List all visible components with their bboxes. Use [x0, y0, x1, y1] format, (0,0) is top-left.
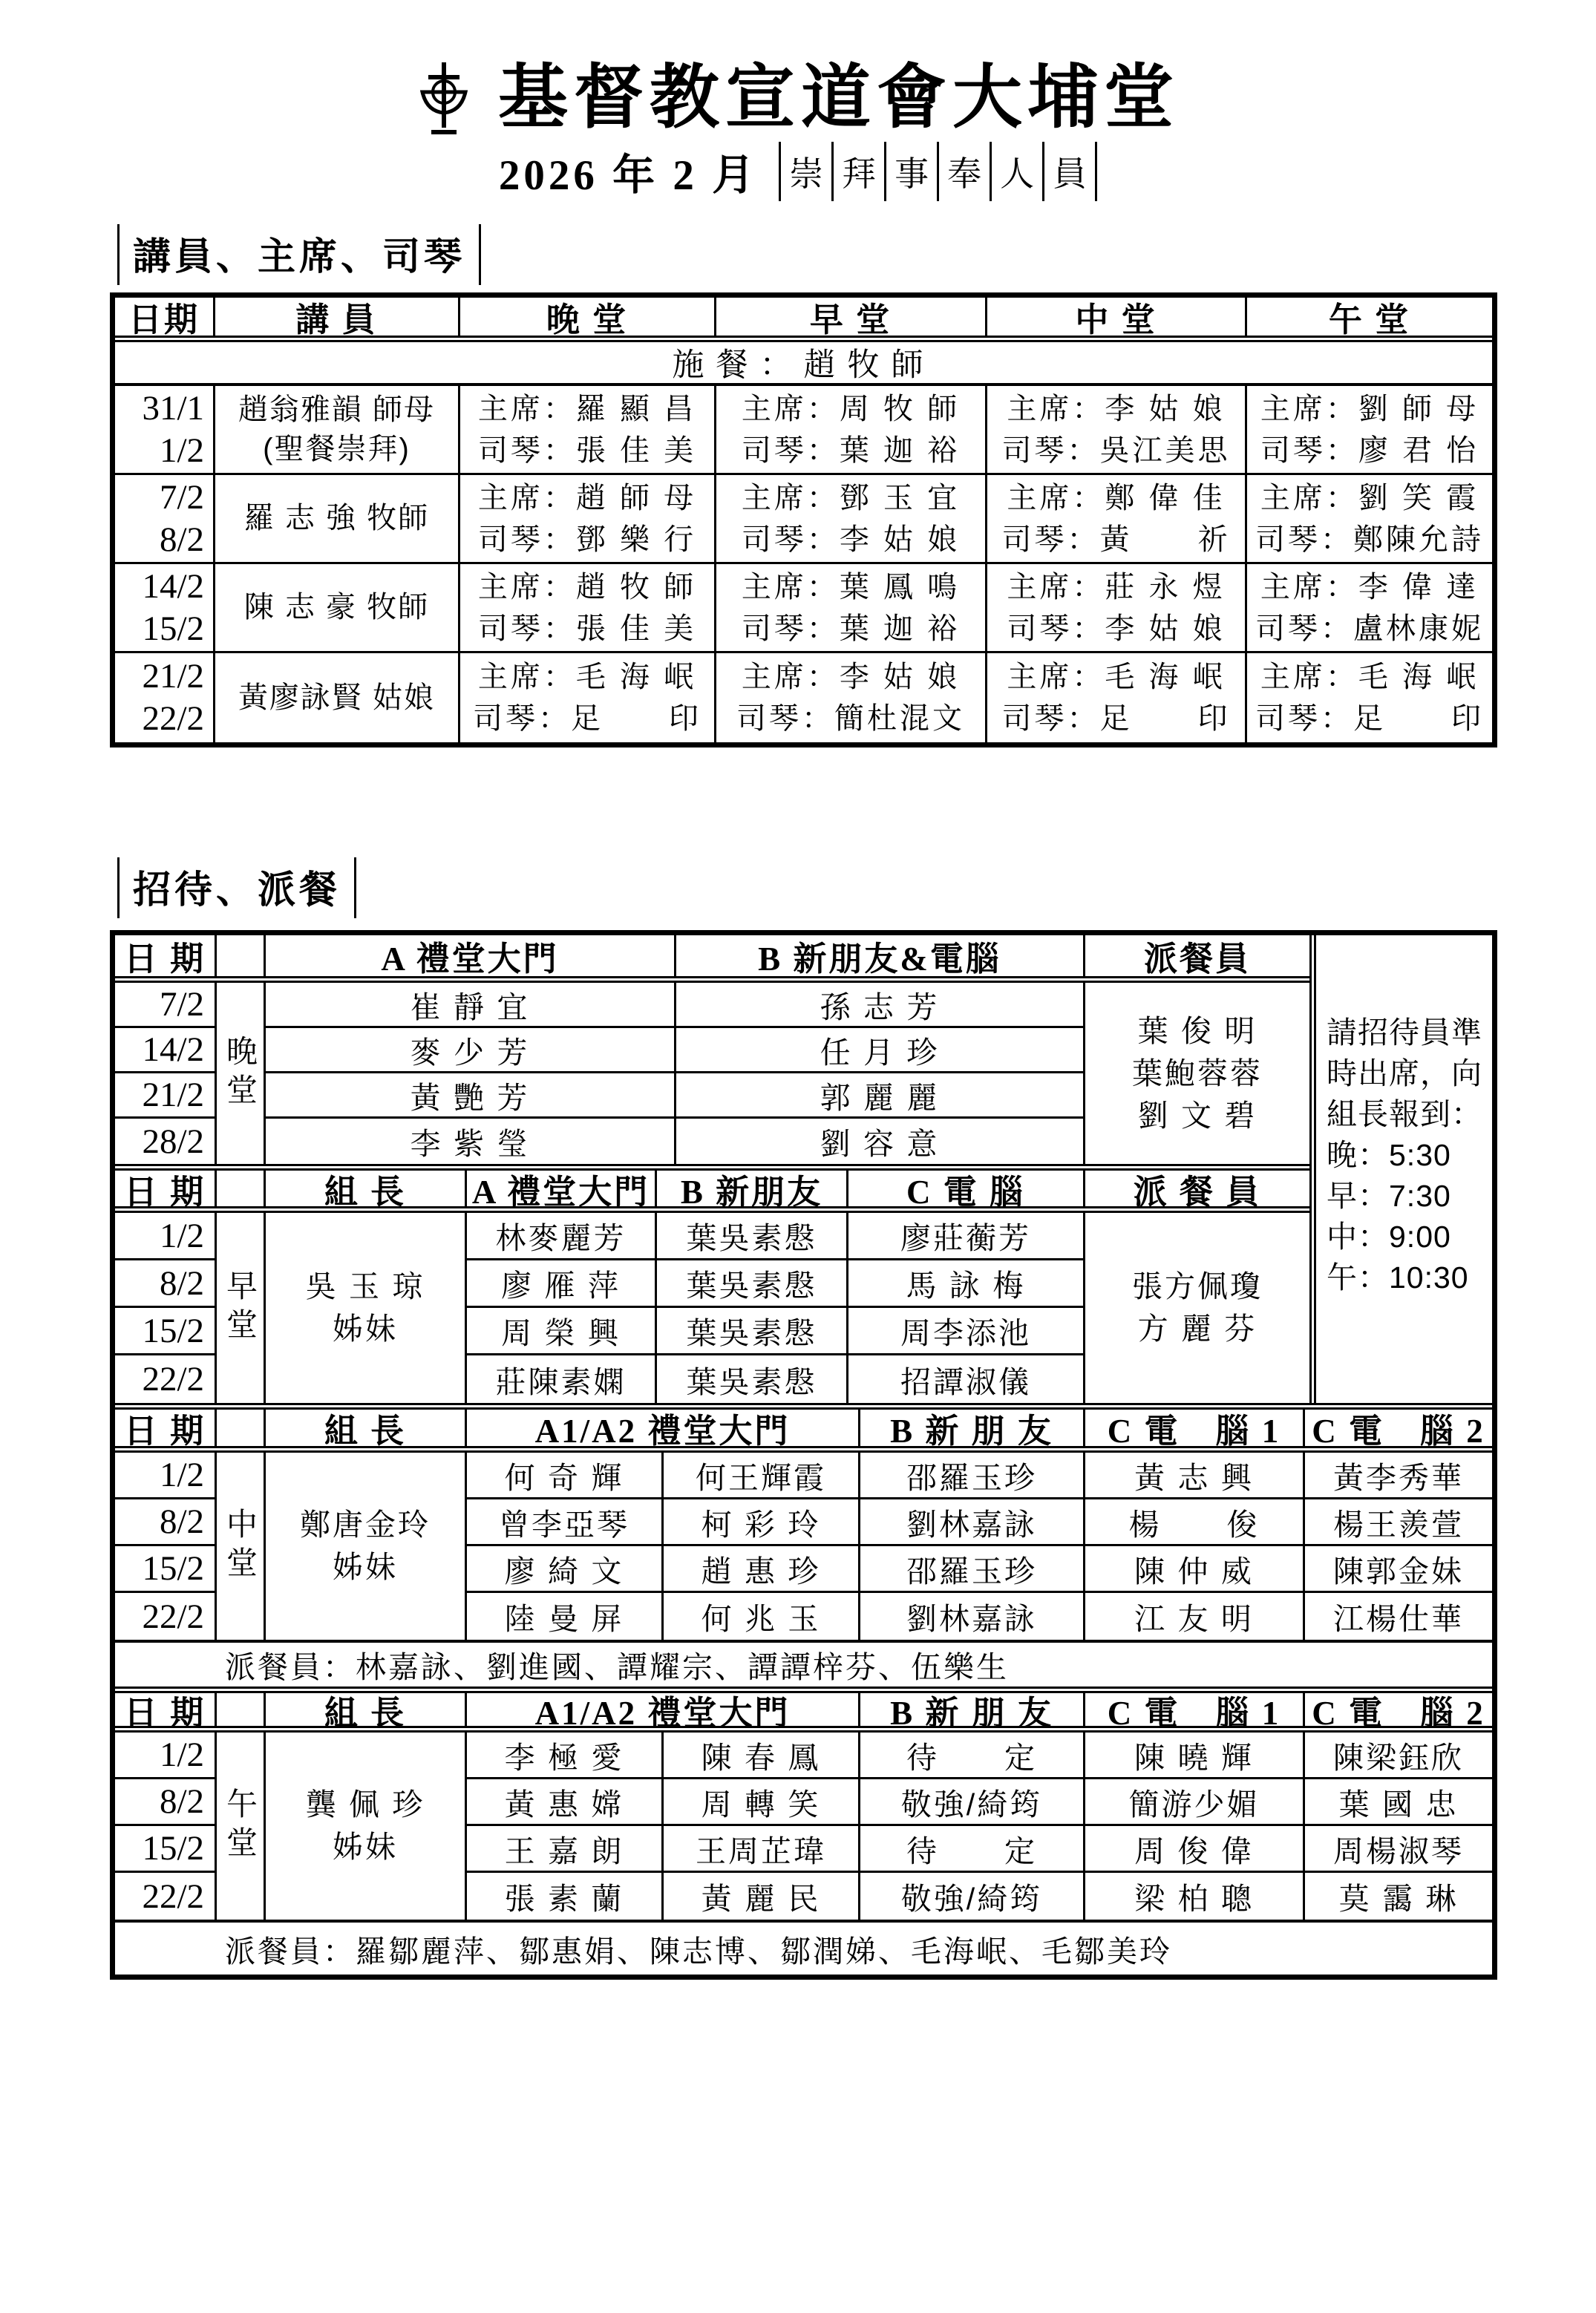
- header-cell: C 電 腦: [848, 1171, 1085, 1206]
- header-cell: [217, 1171, 266, 1206]
- leader-cell: 鄭唐金玲 姊妹: [266, 1453, 467, 1640]
- motto-char: 人: [1000, 155, 1035, 193]
- header-cell: 中 堂: [987, 298, 1247, 336]
- ushers-table: [110, 930, 1497, 1980]
- header-cell: 早 堂: [716, 298, 987, 336]
- header-cell: C 電 腦 2: [1312, 1413, 1485, 1450]
- speakers-table: [110, 292, 1497, 747]
- usher-column-b: 邵羅玉珍 劉林嘉詠 邵羅玉珍 劉林嘉詠: [860, 1453, 1085, 1640]
- midday-block: [115, 1453, 1492, 1640]
- header-cell: 派 餐 員: [1133, 1173, 1262, 1211]
- dates-column: 1/2 8/2 15/2 22/2: [115, 1733, 217, 1920]
- motto-char: 員: [1053, 155, 1088, 193]
- header-cell: C 電 腦 1: [1085, 1410, 1305, 1446]
- worship-date: 2026 年 2 月: [498, 152, 759, 199]
- service-cell: 主席：李 偉 達 司琴：盧林康妮: [1255, 570, 1484, 645]
- date-cell: 21/2 22/2: [115, 653, 215, 742]
- header-cell: B 新 朋 友: [860, 1410, 1085, 1446]
- header-cell: C 電 腦 2: [1312, 1694, 1485, 1732]
- usher-column-c1: 黃 志 興 楊 俊 陳 仲 威 江 友 明: [1085, 1453, 1305, 1640]
- meal-server-cell: 張方佩瓊 方 麗 芬: [1132, 1269, 1263, 1346]
- header-cell: 組 長: [266, 1171, 467, 1206]
- speaker-cell: 趙翁雅韻 師母 (聖餐崇拜): [215, 386, 460, 473]
- header-cell: B 新 朋 友: [860, 1693, 1085, 1726]
- header-cell: 日 期: [115, 1410, 217, 1446]
- usher-column-b: 待 定 敬強/綺筠 待 定 敬強/綺筠: [860, 1733, 1085, 1920]
- meal-servers-footer: 派餐員：羅鄒麗萍、鄒惠娟、陳志博、鄒潤娣、毛海岷、毛鄒美玲: [115, 1920, 1492, 1975]
- section-heading-speakers: 講員、主席、司琴: [117, 224, 1596, 285]
- header-cell: 組 長: [266, 1410, 467, 1446]
- date-cell: 14/2 15/2: [115, 564, 215, 651]
- motto-char: 事: [895, 155, 929, 193]
- header-cell: 組 長: [266, 1693, 467, 1726]
- service-cell: 主席：劉 師 母 司琴：廖 君 怡: [1260, 392, 1479, 467]
- header-cell: A1/A2 禮堂大門: [467, 1410, 860, 1446]
- service-cell: 主席：莊 永 煜 司琴：李 姑 娘: [987, 564, 1247, 651]
- service-cell: 主席：李 姑 娘 司琴：吳江美思: [987, 386, 1247, 473]
- dates-column: 1/2 8/2 15/2 22/2: [115, 1213, 217, 1403]
- usher-column-b: 孫 志 芳 任 月 珍 郭 麗 麗 劉 容 意: [676, 983, 1085, 1164]
- usher-column-a1: 何 奇 輝 曾李亞琴 廖 綺 文 陸 曼 屏: [467, 1453, 664, 1640]
- evening-block: [115, 983, 1309, 1164]
- table-header-row: [115, 298, 1492, 342]
- header-cell: 晚 堂: [460, 298, 716, 336]
- usher-notice: 請招待員準 時出席，向 組長報到： 晚：5:30 早：7:30 中：9:00 午：10:30: [1309, 935, 1492, 1403]
- header-cell: 午 堂: [1328, 301, 1411, 338]
- noon-block: [115, 1733, 1492, 1920]
- page-title: 基督教宣道會大埔堂: [497, 59, 1180, 137]
- service-cell: 主席：劉 笑 霞 司琴：鄭陳允詩: [1255, 481, 1484, 556]
- morning-block: [115, 1213, 1309, 1403]
- report-time: 午：10:30: [1327, 1260, 1469, 1295]
- usher-column-b: 葉吳素慇 葉吳素慇 葉吳素慇 葉吳素慇: [657, 1213, 848, 1403]
- service-cell: 主席：羅 顯 昌 司琴：張 佳 美: [460, 386, 716, 473]
- usher-column-a1: 李 極 愛 黃 惠 嫦 王 嘉 朗 張 素 蘭: [467, 1733, 664, 1920]
- table-header-row: [115, 935, 1309, 983]
- service-label: 早堂: [217, 1213, 266, 1403]
- table-header-row: [115, 1403, 1492, 1453]
- meal-servers-footer: 派餐員：林嘉詠、劉進國、譚耀宗、譚譚梓芬、伍樂生: [115, 1640, 1492, 1687]
- document-header: [0, 59, 1596, 137]
- header-cell: 日 期: [115, 935, 217, 976]
- motto: [779, 142, 1097, 201]
- header-cell: [217, 1693, 266, 1726]
- leader-cell: 龔 佩 珍 姊妹: [266, 1733, 467, 1920]
- usher-column-a2: 陳 春 鳳 周 轉 笑 王周芷瑋 黃 麗 民: [664, 1733, 860, 1920]
- usher-column-a: 林麥麗芳 廖 雁 萍 周 榮 興 莊陳素嫻: [467, 1213, 657, 1403]
- header-cell: A 禮堂大門: [266, 935, 676, 976]
- speaker-cell: 羅 志 強 牧師: [215, 475, 460, 562]
- header-cell: 日 期: [115, 1171, 217, 1206]
- subtitle: [0, 141, 1596, 202]
- report-time: 中：9:00: [1327, 1220, 1451, 1254]
- usher-column-a: 崔 靜 宜 麥 少 芳 黃 艷 芳 李 紫 瑩: [266, 983, 676, 1164]
- service-cell: 主席：趙 牧 師 司琴：張 佳 美: [460, 564, 716, 651]
- table-header-row: [115, 1164, 1309, 1213]
- usher-column-c1: 陳 曉 輝 簡游少媚 周 俊 偉 梁 柏 聰: [1085, 1733, 1305, 1920]
- leader-cell: 吳 玉 琼 姊妹: [266, 1213, 467, 1403]
- cross-chalice-logo-icon: [416, 59, 471, 137]
- header-cell: A 禮堂大門: [467, 1171, 657, 1206]
- motto-char: 拜: [842, 155, 877, 193]
- service-cell: 主席：毛 海 岷 司琴：足 印: [987, 653, 1247, 742]
- service-label: 晚堂: [217, 983, 266, 1164]
- header-cell: A1/A2 禮堂大門: [467, 1693, 860, 1726]
- service-cell: 主席：毛 海 岷 司琴：足 印: [460, 653, 716, 742]
- header-cell: 日 期: [115, 1693, 217, 1726]
- section-heading-ushers: 招待、派餐: [117, 857, 1596, 918]
- motto-char: 奉: [947, 155, 982, 193]
- service-cell: 主席：周 牧 師 司琴：葉 迦 裕: [716, 386, 987, 473]
- table-row: [115, 653, 1492, 742]
- date-cell: 7/2 8/2: [115, 475, 215, 562]
- service-cell: 主席：葉 鳳 鳴 司琴：葉 迦 裕: [716, 564, 987, 651]
- speaker-cell: 陳 志 豪 牧師: [215, 564, 460, 651]
- table-row: [115, 475, 1492, 564]
- header-cell: B 新朋友&電腦: [676, 935, 1085, 976]
- service-cell: 主席：毛 海 岷 司琴：足 印: [1255, 661, 1484, 735]
- header-cell: [217, 1410, 266, 1446]
- service-cell: 主席：鄧 玉 宜 司琴：李 姑 娘: [716, 475, 987, 562]
- service-cell: 主席：趙 師 母 司琴：鄧 樂 行: [460, 475, 716, 562]
- header-cell: B 新朋友: [657, 1171, 848, 1206]
- usher-column-c2: 陳梁鈺欣 葉 國 忠 周楊淑琴 莫 靄 琳: [1305, 1733, 1492, 1920]
- header-cell: [217, 935, 266, 976]
- header-cell: 日期: [115, 298, 215, 336]
- header-cell: 派餐員: [1143, 940, 1251, 978]
- table-row: [115, 386, 1492, 475]
- dates-column: 1/2 8/2 15/2 22/2: [115, 1453, 217, 1640]
- date-cell: 31/1 1/2: [115, 386, 215, 473]
- meal-server-cell: 葉 俊 明 葉鮑蓉蓉 劉 文 碧: [1132, 1013, 1263, 1133]
- speaker-cell: 黃廖詠賢 姑娘: [215, 653, 460, 742]
- table-header-row: [115, 1687, 1492, 1733]
- service-label: 午堂: [217, 1733, 266, 1920]
- report-time: 晚：5:30: [1327, 1138, 1451, 1172]
- divider: [1095, 142, 1097, 201]
- usher-column-a2: 何王輝霞 柯 彩 玲 趙 惠 珍 何 兆 玉: [664, 1453, 860, 1640]
- table-row: [115, 564, 1492, 653]
- service-cell: 主席：鄭 偉 佳 司琴：黃 祈: [987, 475, 1247, 562]
- header-cell: C 電 腦 1: [1085, 1693, 1305, 1726]
- motto-char: 崇: [789, 155, 824, 193]
- report-time: 早：7:30: [1327, 1179, 1451, 1213]
- usher-column-c: 廖莊蘅芳 馬 詠 梅 周李添池 招譚淑儀: [848, 1213, 1085, 1403]
- usher-column-c2: 黃李秀華 楊王羨萱 陳郭金妹 江楊仕華: [1305, 1453, 1492, 1640]
- header-cell: 講 員: [215, 298, 460, 336]
- service-label: 中堂: [217, 1453, 266, 1640]
- service-cell: 主席：李 姑 娘 司琴：簡杜混文: [716, 653, 987, 742]
- communion-banner: 施餐：趙牧師: [115, 342, 1492, 386]
- dates-column: 7/2 14/2 21/2 28/2: [115, 983, 217, 1164]
